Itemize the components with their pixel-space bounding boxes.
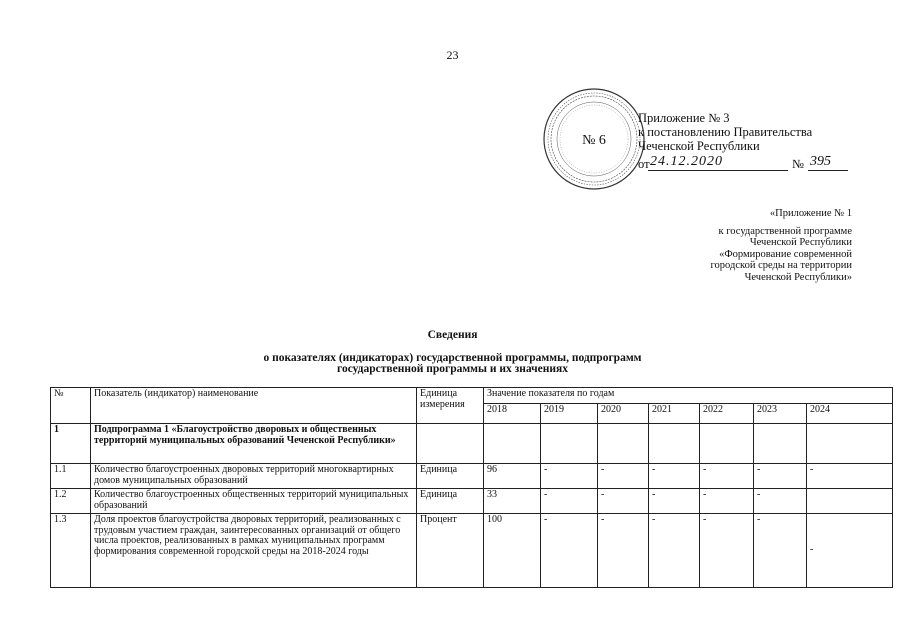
table-row bbox=[51, 489, 893, 514]
row-value: - bbox=[700, 514, 754, 588]
row-value: - bbox=[541, 464, 598, 489]
row-value: - bbox=[649, 514, 700, 588]
row-name: Доля проектов благоустройства дворовых территорий, реализованных с трудовым участием граждан, заинтересованных организаций от общего числа проектов, реализованных в рамках муниципальных программ формирования современной городской среды на 2018-2024 годы bbox=[91, 514, 417, 588]
appendix-line-2: к постановлению Правительства bbox=[638, 125, 813, 139]
row-num: 1.3 bbox=[51, 514, 91, 588]
program-appendix-line-4: «Формирование современной bbox=[719, 248, 852, 260]
table-row bbox=[51, 514, 893, 588]
row-value: 33 bbox=[484, 489, 541, 514]
row-unit: Процент bbox=[417, 514, 484, 588]
document-title bbox=[0, 330, 905, 375]
row-unit: Единица bbox=[417, 489, 484, 514]
row-value: - bbox=[598, 514, 649, 588]
appendix-header bbox=[638, 111, 868, 173]
year-header: 2024 bbox=[807, 404, 893, 424]
row-value: - bbox=[700, 489, 754, 514]
table-cell bbox=[598, 424, 649, 464]
table-cell bbox=[754, 424, 807, 464]
row-value: - bbox=[649, 464, 700, 489]
program-appendix-line-6: Чеченской Республики» bbox=[744, 271, 852, 283]
official-stamp bbox=[541, 86, 647, 192]
row-num: 1.2 bbox=[51, 489, 91, 514]
row-value: - bbox=[700, 464, 754, 489]
row-value: - bbox=[598, 464, 649, 489]
row-name: Количество благоустроенных дворовых территорий многоквартирных домов муниципальных образований bbox=[91, 464, 417, 489]
table-cell bbox=[484, 424, 541, 464]
row-name: Количество благоустроенных общественных территорий муниципальных образований bbox=[91, 489, 417, 514]
resolution-date-number bbox=[638, 155, 868, 173]
row-value: - bbox=[810, 544, 814, 555]
table-cell bbox=[807, 424, 893, 464]
year-header: 2023 bbox=[754, 404, 807, 424]
row-value bbox=[807, 489, 893, 514]
section-name: Подпрограмма 1 «Благоустройство дворовых и общественных территорий муниципальных образований Чеченской Республики» bbox=[91, 424, 417, 464]
row-value: 96 bbox=[484, 464, 541, 489]
header-values-by-year: Значение показателя по годам bbox=[484, 388, 893, 404]
row-value: - bbox=[649, 489, 700, 514]
row-value: - bbox=[754, 514, 807, 588]
row-num: 1.1 bbox=[51, 464, 91, 489]
title-line-2: о показателях (индикаторах) государственной программы, подпрограмм bbox=[263, 352, 642, 364]
number-label: № bbox=[792, 157, 804, 171]
title-line-3: государственной программы и их значениях bbox=[337, 363, 568, 375]
table-cell bbox=[417, 424, 484, 464]
appendix-line-3: Чеченской Республики bbox=[638, 139, 760, 153]
row-value: - bbox=[754, 489, 807, 514]
table-section-row bbox=[51, 424, 893, 464]
program-appendix-line-1: «Приложение № 1 bbox=[769, 208, 852, 219]
year-header: 2021 bbox=[649, 404, 700, 424]
row-value: - bbox=[754, 464, 807, 489]
header-indicator: Показатель (индикатор) наименование bbox=[91, 388, 417, 424]
number-underline bbox=[808, 170, 848, 171]
year-header: 2018 bbox=[484, 404, 541, 424]
program-appendix-line-3: Чеченской Республики bbox=[749, 237, 852, 248]
table-cell bbox=[649, 424, 700, 464]
header-unit: Единица измерения bbox=[417, 388, 484, 424]
row-unit: Единица bbox=[417, 464, 484, 489]
row-value: - bbox=[807, 464, 893, 489]
program-appendix bbox=[640, 208, 852, 283]
year-header: 2022 bbox=[700, 404, 754, 424]
table-header-row bbox=[51, 388, 893, 404]
indicators-table bbox=[50, 387, 893, 588]
appendix-line-1: Приложение № 3 bbox=[638, 111, 730, 125]
from-label: от bbox=[638, 157, 650, 171]
resolution-date: 24.12.2020 bbox=[650, 154, 723, 169]
year-header: 2020 bbox=[598, 404, 649, 424]
year-header: 2019 bbox=[541, 404, 598, 424]
header-num: № bbox=[51, 388, 91, 424]
program-appendix-line-5: городской среды на территории bbox=[710, 260, 852, 271]
stamp-number: № 6 bbox=[582, 133, 606, 148]
date-underline bbox=[648, 170, 788, 171]
row-value: - bbox=[541, 489, 598, 514]
table-cell bbox=[541, 424, 598, 464]
page-number: 23 bbox=[446, 48, 459, 62]
table-row bbox=[51, 464, 893, 489]
program-appendix-line-2: к государственной программе bbox=[718, 225, 852, 237]
title-line-1: Сведения bbox=[427, 329, 478, 341]
resolution-number: 395 bbox=[810, 154, 831, 169]
table-cell bbox=[700, 424, 754, 464]
row-value: - bbox=[541, 514, 598, 588]
section-num: 1 bbox=[51, 424, 91, 464]
row-value: - bbox=[598, 489, 649, 514]
row-value-low bbox=[807, 514, 893, 588]
row-value: 100 bbox=[484, 514, 541, 588]
